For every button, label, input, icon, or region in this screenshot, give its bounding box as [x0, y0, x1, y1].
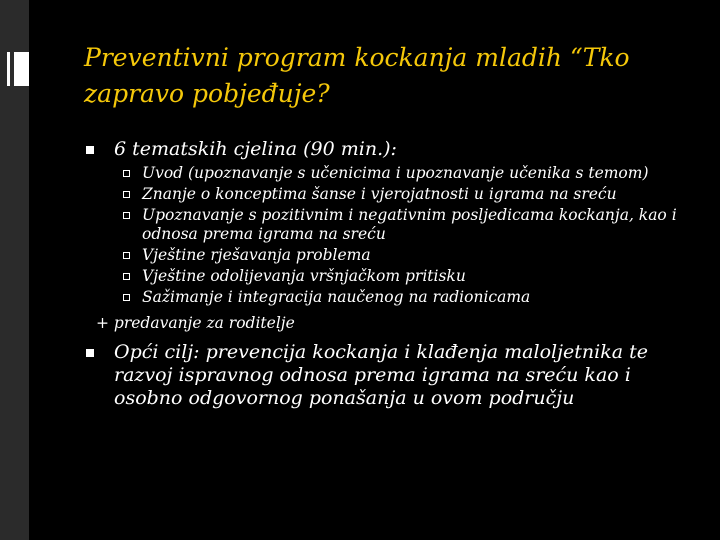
sub-bullet-list [114, 164, 696, 307]
hollow-square-bullet-icon [123, 212, 130, 219]
accent-block [14, 52, 29, 86]
list-item: Sažimanje i integracija naučenog na radionicama [114, 288, 696, 307]
parents-lecture-note: + predavanje za roditelje [96, 314, 295, 332]
bullet-text: Opći cilj: prevencija kockanja i klađenja maloljetnika te razvoj ispravnog odnosa prema igrama na sreću kao i osobno odgovornog ponašanja u ovom području [114, 341, 648, 409]
square-bullet-icon [86, 349, 94, 357]
list-item: Znanje o konceptima šanse i vjerojatnosti u igrama na sreću [114, 185, 696, 204]
hollow-square-bullet-icon [123, 191, 130, 198]
list-item: Vještine rješavanja problema [114, 246, 696, 265]
list-item: Uvod (upoznavanje s učenicima i upoznavanje učenika s temom) [114, 164, 696, 183]
bullet-text: 6 tematskih cjelina (90 min.): [114, 138, 397, 160]
slide-content [86, 138, 696, 416]
list-item: Vještine odolijevanja vršnjačkom pritisku [114, 267, 696, 286]
slide-title: Preventivni program kockanja mladih “Tko zapravo pobjeđuje? [84, 43, 630, 108]
hollow-square-bullet-icon [123, 170, 130, 177]
hollow-square-bullet-icon [123, 294, 130, 301]
hollow-square-bullet-icon [123, 252, 130, 259]
accent-line [7, 52, 10, 86]
bullet-thematic-units [86, 138, 696, 307]
list-item: Upoznavanje s pozitivnim i negativnim posljedicama kockanja, kao i odnosa prema igrama na sreću [114, 206, 696, 244]
bullet-general-goal [86, 341, 696, 410]
hollow-square-bullet-icon [123, 273, 130, 280]
square-bullet-icon [86, 146, 94, 154]
